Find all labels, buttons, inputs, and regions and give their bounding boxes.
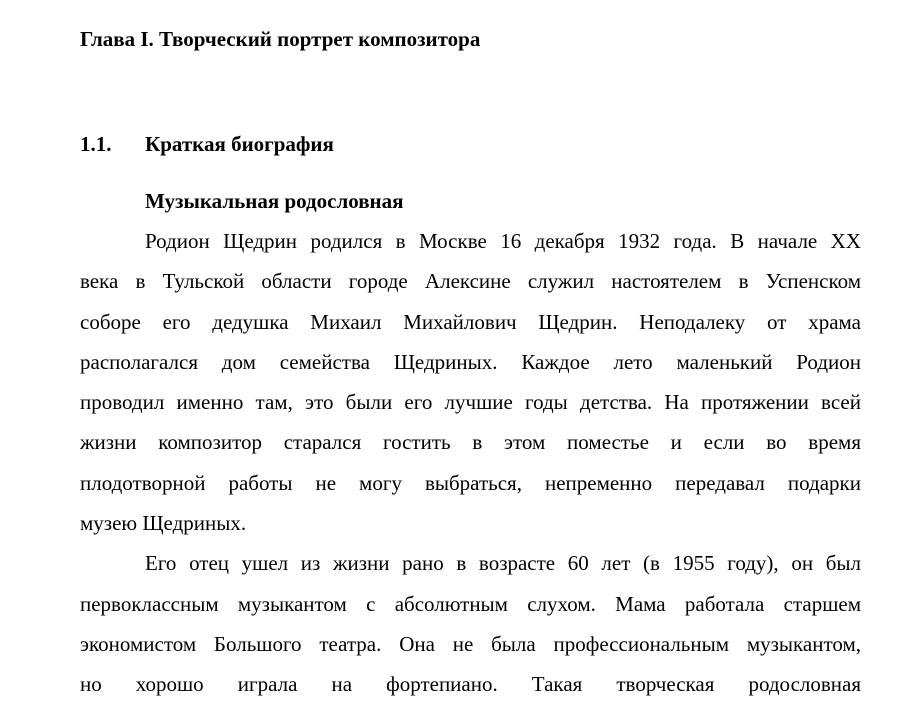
paragraph (80, 221, 861, 543)
text-line: проводил именно там, это были его лучшие годы детства. На протяжении всей (80, 390, 861, 415)
text-line: но хорошо играла на фортепиано. Такая творческая родословная (80, 672, 861, 697)
text-line: Его отец ушел из жизни рано в возрасте 60 лет (в 1955 году), он был (145, 551, 861, 576)
text-line: Родион Щедрин родился в Москве 16 декабря 1932 года. В начале XX (145, 229, 861, 253)
section-number: 1.1. (80, 132, 112, 156)
text-line: века в Тульской области городе Алексине служил настоятелем в Успенском (80, 269, 861, 294)
section-heading (80, 129, 861, 159)
body-text (80, 221, 861, 705)
section-title: Краткая биография (145, 132, 334, 156)
text-line: соборе его дедушка Михаил Михайлович Щедрин. Неподалеку от храма (80, 309, 861, 334)
text-line: плодотворной работы не могу выбраться, непременно передавал подарки (80, 470, 861, 495)
subheading: Музыкальная родословная (145, 189, 404, 213)
text-line: располагался дом семейства Щедриных. Каждое лето маленький Родион (80, 349, 861, 374)
text-line: музею Щедриных. (80, 511, 247, 536)
text-line: первоклассным музыкантом с абсолютным слухом. Мама работала старшем (80, 591, 861, 616)
text-line: экономистом Большого театра. Она не была профессиональным музыкантом, (80, 631, 861, 656)
paragraph (80, 543, 861, 704)
text-line: жизни композитор старался гостить в этом поместье и если во время (80, 430, 861, 455)
chapter-heading: Глава I. Творческий портрет композитора (80, 27, 481, 51)
